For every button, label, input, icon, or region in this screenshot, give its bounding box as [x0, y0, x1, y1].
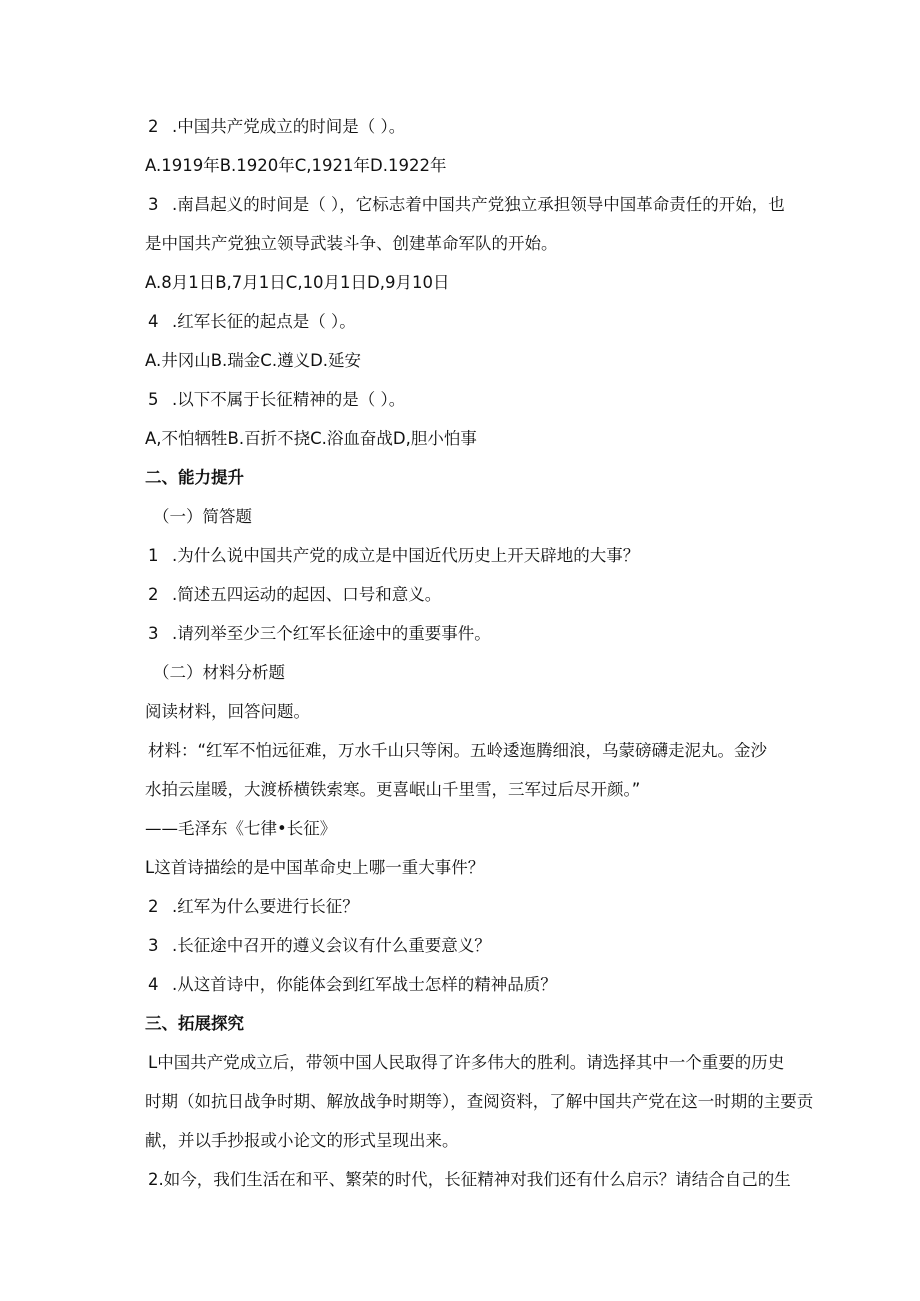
question-text: .南昌起义的时间是（ ），它标志着中国共产党独立承担领导中国革命责任的开始，也 [172, 195, 785, 214]
extension-task-1-line3: 献，并以手抄报或小论文的形式呈现出来。 [145, 1131, 459, 1150]
material-question-4 [148, 974, 557, 996]
extension-task-1-line2: 时期（如抗日战争时期、解放战争时期等），查阅资料，了解中国共产党在这一时期的主要贡 [145, 1092, 814, 1111]
question-text: .为什么说中国共产党的成立是中国近代历史上开天辟地的大事？ [172, 546, 640, 565]
section-heading-extension: 三、拓展探究 [145, 1014, 244, 1033]
short-answer-2 [148, 584, 441, 606]
material-question-2 [148, 896, 359, 918]
section-heading-ability: 二、能力提升 [145, 468, 244, 487]
question-text: .红军长征的起点是（ ）。 [172, 312, 356, 331]
question-5 [148, 389, 405, 411]
question-number: 3 [148, 624, 159, 643]
extension-task-2-line1: 2.如今，我们生活在和平、繁荣的时代，长征精神对我们还有什么启示？请结合自己的生 [148, 1170, 791, 1189]
question-text: .以下不属于长征精神的是（ ）。 [172, 390, 406, 409]
material-question-1: L这首诗描绘的是中国革命史上哪一重大事件？ [145, 858, 485, 877]
question-4-options: A.井冈山B.瑞金C.遵义D.延安 [145, 351, 362, 370]
question-number: 2 [148, 897, 159, 916]
question-text: .长征途中召开的遵义会议有什么重要意义？ [172, 936, 491, 955]
question-2-options: A.1919年B.1920年C,1921年D.1922年 [145, 156, 447, 175]
question-text: .从这首诗中，你能体会到红军战士怎样的精神品质？ [172, 975, 557, 994]
short-answer-3 [148, 623, 491, 645]
material-text-line2: 水拍云崖暖，大渡桥横铁索寒。更喜岷山千里雪，三军过后尽开颜。” [145, 780, 641, 799]
question-number: 4 [148, 312, 159, 331]
subsection-heading-material: （二）材料分析题 [153, 663, 285, 682]
question-2 [148, 116, 405, 138]
question-3-options: A.8月1日B,7月1日C,10月1日D,9月10日 [145, 273, 450, 292]
material-question-3 [148, 935, 491, 957]
material-intro: 阅读材料，回答问题。 [145, 702, 310, 721]
question-number: 2 [148, 585, 159, 604]
question-number: 3 [148, 936, 159, 955]
question-text: .请列举至少三个红军长征途中的重要事件。 [172, 624, 491, 643]
question-text: .简述五四运动的起因、口号和意义。 [172, 585, 442, 604]
subsection-heading-short-answer: （一）简答题 [153, 507, 252, 526]
question-text: .红军为什么要进行长征？ [172, 897, 359, 916]
question-number: 2 [148, 117, 159, 136]
extension-task-1-line1: L中国共产党成立后，带领中国人民取得了许多伟大的胜利。请选择其中一个重要的历史 [148, 1053, 785, 1072]
question-number: 5 [148, 390, 159, 409]
question-3 [148, 194, 785, 216]
question-3-continuation: 是中国共产党独立领导武装斗争、创建革命军队的开始。 [145, 234, 558, 253]
question-number: 4 [148, 975, 159, 994]
question-number: 3 [148, 195, 159, 214]
question-text: .中国共产党成立的时间是（ ）。 [172, 117, 406, 136]
question-number: 1 [148, 546, 159, 565]
question-5-options: A,不怕牺牲B.百折不挠C.浴血奋战D,胆小怕事 [145, 429, 477, 448]
material-text-line1: 材料：“红军不怕远征难，万水千山只等闲。五岭逶迤腾细浪，乌蒙磅礴走泥丸。金沙 [148, 741, 768, 760]
short-answer-1 [148, 545, 639, 567]
material-source: ——毛泽东《七律•长征》 [145, 819, 337, 838]
question-4 [148, 311, 356, 333]
